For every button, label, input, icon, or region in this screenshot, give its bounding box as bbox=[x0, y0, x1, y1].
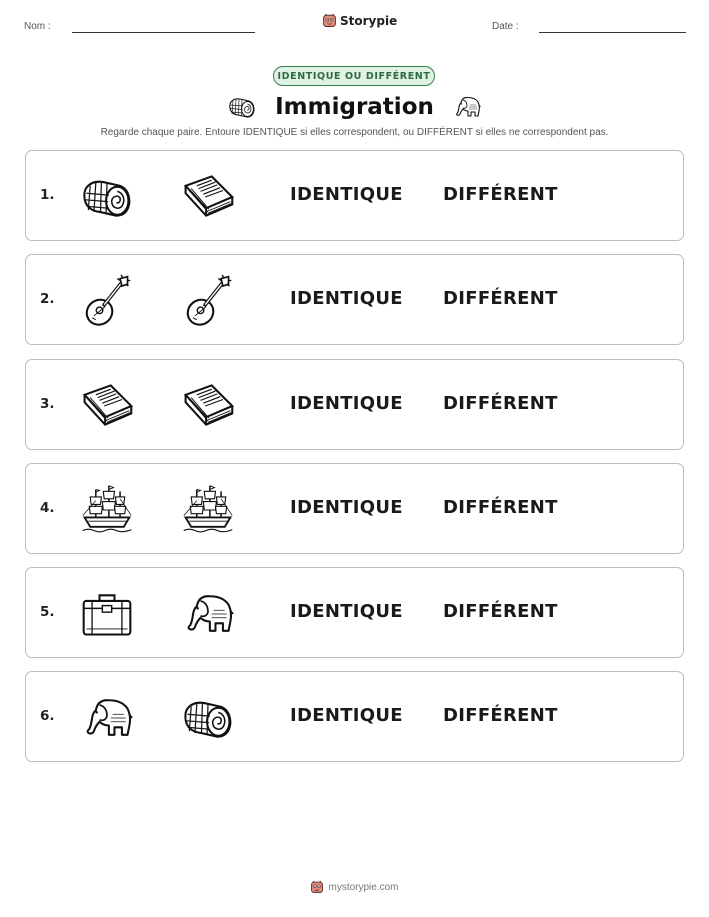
worksheet-type-badge: IDENTIQUE OU DIFFÉRENT bbox=[273, 66, 435, 86]
bedroll-icon bbox=[227, 92, 257, 122]
ship-icon bbox=[180, 482, 236, 538]
exercise-row-2 bbox=[25, 254, 684, 345]
option-different[interactable]: DIFFÉRENT bbox=[443, 705, 558, 726]
mandolin-icon bbox=[180, 273, 236, 329]
exercise-row-4 bbox=[25, 463, 684, 554]
date-label: Date : bbox=[492, 21, 519, 32]
name-write-line bbox=[72, 32, 255, 33]
book-icon bbox=[180, 169, 236, 225]
option-identique[interactable]: IDENTIQUE bbox=[290, 184, 403, 205]
bedroll-icon bbox=[180, 690, 236, 746]
mandolin-icon bbox=[79, 273, 135, 329]
storypie-mascot-icon bbox=[310, 880, 324, 894]
option-different[interactable]: DIFFÉRENT bbox=[443, 601, 558, 622]
exercise-row-6 bbox=[25, 671, 684, 762]
option-identique[interactable]: IDENTIQUE bbox=[290, 288, 403, 309]
brand-name: Storypie bbox=[340, 13, 398, 28]
instructions: Regarde chaque paire. Entoure IDENTIQUE si elles correspondent, ou DIFFÉRENT si elles ne correspondent pas. bbox=[100, 127, 609, 138]
option-different[interactable]: DIFFÉRENT bbox=[443, 393, 558, 414]
book-icon bbox=[79, 378, 135, 434]
storypie-mascot-icon bbox=[322, 13, 337, 28]
footer bbox=[0, 880, 709, 894]
row-number: 1. bbox=[40, 187, 55, 203]
elephant-icon bbox=[79, 690, 135, 746]
page-title: Immigration bbox=[275, 94, 434, 120]
row-number: 4. bbox=[40, 500, 55, 516]
option-identique[interactable]: IDENTIQUE bbox=[290, 601, 403, 622]
row-number: 3. bbox=[40, 396, 55, 412]
exercise-row-3 bbox=[25, 359, 684, 450]
row-number: 5. bbox=[40, 604, 55, 620]
row-number: 6. bbox=[40, 708, 55, 724]
footer-url[interactable]: mystorypie.com bbox=[328, 881, 399, 893]
name-label: Nom : bbox=[24, 21, 51, 32]
option-different[interactable]: DIFFÉRENT bbox=[443, 184, 558, 205]
ship-icon bbox=[79, 482, 135, 538]
title-row bbox=[0, 92, 709, 122]
suitcase-icon bbox=[79, 586, 135, 642]
option-identique[interactable]: IDENTIQUE bbox=[290, 497, 403, 518]
option-identique[interactable]: IDENTIQUE bbox=[290, 393, 403, 414]
option-different[interactable]: DIFFÉRENT bbox=[443, 497, 558, 518]
date-write-line bbox=[539, 32, 686, 33]
elephant-icon bbox=[452, 92, 482, 122]
brand-logo bbox=[322, 13, 397, 28]
option-different[interactable]: DIFFÉRENT bbox=[443, 288, 558, 309]
row-number: 2. bbox=[40, 291, 55, 307]
option-identique[interactable]: IDENTIQUE bbox=[290, 705, 403, 726]
exercise-row-1 bbox=[25, 150, 684, 241]
elephant-icon bbox=[180, 586, 236, 642]
book-icon bbox=[180, 378, 236, 434]
bedroll-icon bbox=[79, 169, 135, 225]
exercise-row-5 bbox=[25, 567, 684, 658]
